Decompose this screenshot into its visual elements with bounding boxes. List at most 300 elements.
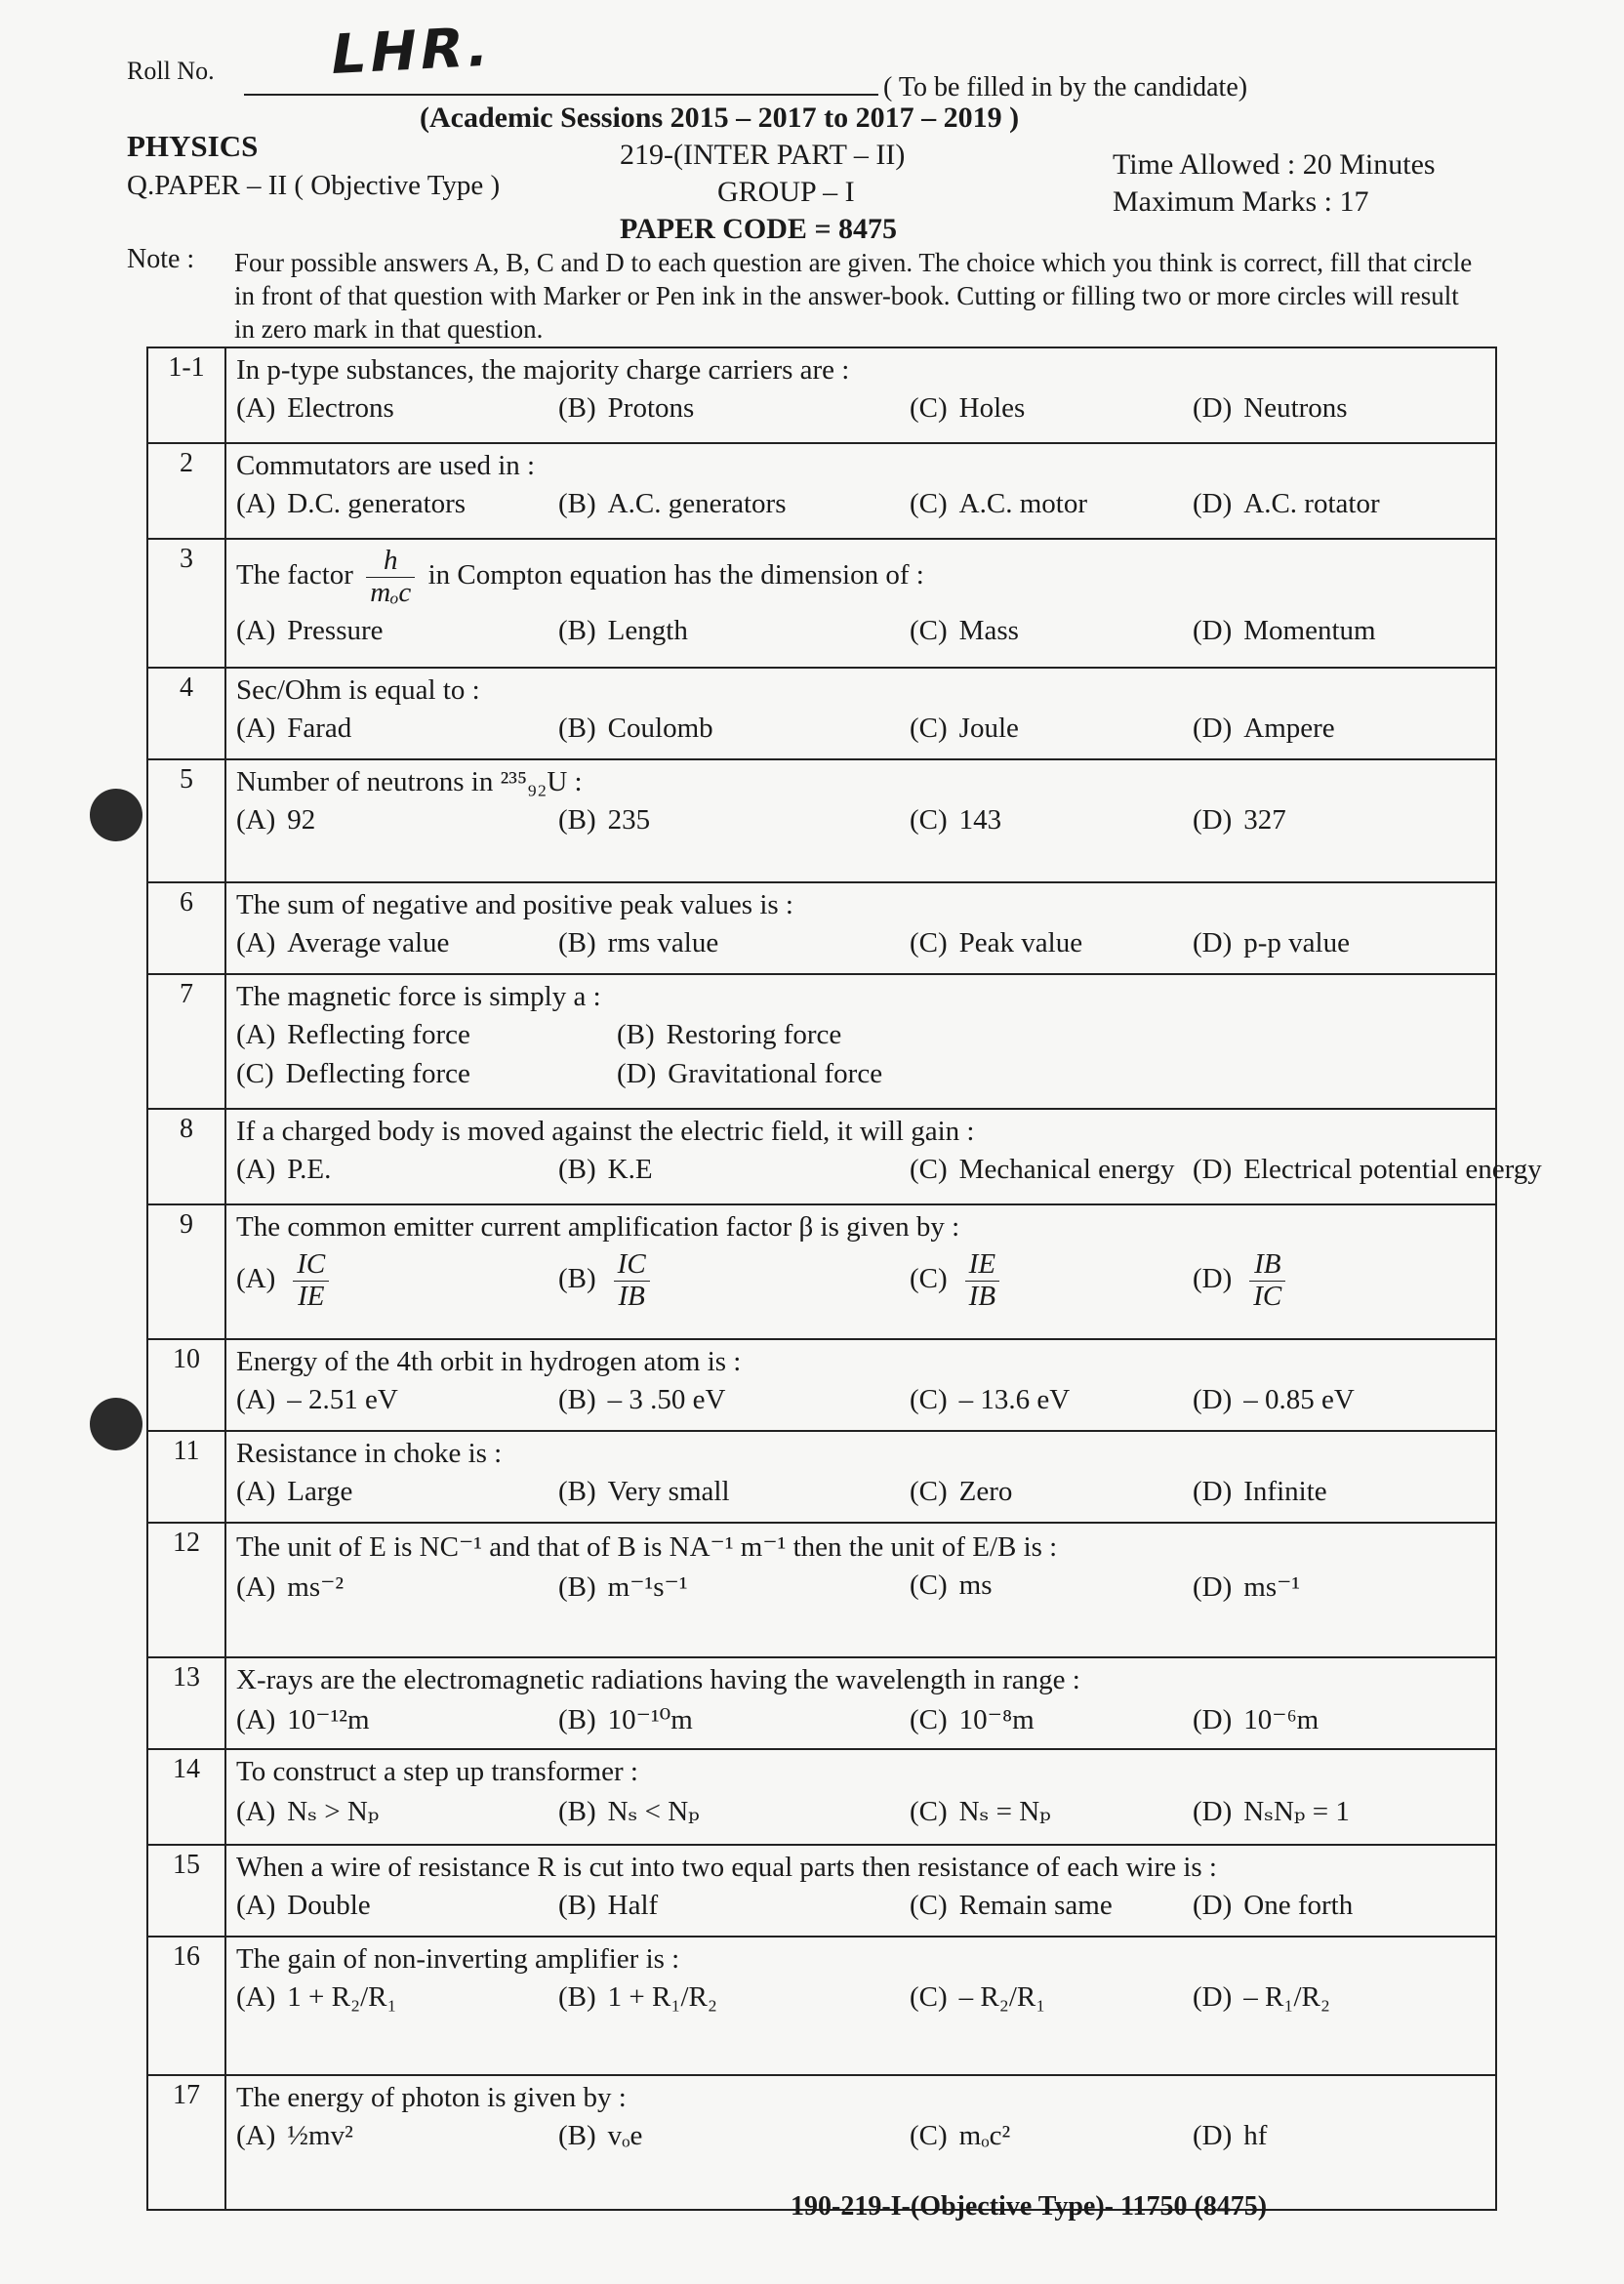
option-a[interactable]	[236, 1384, 398, 1416]
option-text: mₒc²	[958, 2120, 1011, 2151]
option-a[interactable]	[236, 713, 351, 745]
option-text: 10⁻⁶m	[1243, 1704, 1320, 1735]
option-key: (A)	[236, 1263, 276, 1295]
frac-denominator: IB	[618, 1280, 645, 1312]
option-key: (D)	[1193, 713, 1233, 744]
option-text: – 0.85 eV	[1243, 1384, 1355, 1415]
option-text: Coulomb	[607, 713, 713, 744]
option-b[interactable]	[558, 1890, 658, 1922]
option-d[interactable]	[1193, 804, 1286, 836]
option-d[interactable]	[1193, 1702, 1319, 1736]
question-row	[148, 1205, 1495, 1340]
options-row	[236, 1378, 1495, 1421]
option-c[interactable]	[910, 615, 1019, 647]
option-key: (A)	[236, 614, 276, 646]
question-text: Sec/Ohm is equal to :	[236, 674, 480, 706]
option-text: Nₛ > Nₚ	[287, 1796, 380, 1827]
question-row	[148, 669, 1495, 760]
option-key: (D)	[1193, 1704, 1233, 1735]
option-d[interactable]	[1193, 927, 1350, 959]
option-text: A.C. motor	[958, 488, 1087, 519]
options-row	[236, 2114, 1495, 2157]
option-d[interactable]	[1193, 1476, 1327, 1508]
options-row	[236, 1013, 1495, 1097]
option-b[interactable]	[558, 804, 650, 836]
option-text: – R₂/R₁	[958, 1981, 1046, 2013]
question-row	[148, 975, 1495, 1110]
option-b[interactable]	[558, 927, 718, 959]
option-text: Nₛ < Nₚ	[607, 1796, 700, 1827]
option-text: Restoring force	[666, 1019, 842, 1050]
option-key: (B)	[558, 488, 596, 519]
question-number: 14	[148, 1750, 226, 1844]
option-d[interactable]	[617, 1058, 882, 1090]
option-key: (A)	[236, 392, 276, 424]
question-text: When a wire of resistance R is cut into two equal parts then resistance of each wire is :	[236, 1852, 1217, 1883]
option-d[interactable]	[1193, 488, 1380, 520]
option-d[interactable]	[1193, 392, 1348, 425]
option-d[interactable]	[1193, 1384, 1355, 1416]
question-number: 8	[148, 1110, 226, 1203]
option-text: rms value	[607, 927, 719, 958]
option-text: ms⁻¹	[1243, 1571, 1301, 1603]
frac-numerator: h	[366, 546, 415, 578]
option-fraction	[965, 1249, 999, 1313]
question-text: To construct a step up transformer :	[236, 1756, 638, 1787]
option-text: ms⁻²	[287, 1571, 345, 1603]
question-body	[236, 1205, 1495, 1312]
options-row	[236, 1148, 1542, 1191]
option-a[interactable]	[236, 392, 394, 425]
option-key: (A)	[236, 1981, 276, 2013]
option-key: (D)	[1193, 1384, 1233, 1415]
punch-hole	[90, 789, 142, 841]
time-allowed: Time Allowed : 20 Minutes	[1113, 148, 1436, 181]
question-body	[236, 883, 1495, 964]
option-key: (B)	[558, 1704, 596, 1735]
option-c[interactable]	[910, 1249, 1005, 1313]
question-body	[236, 1340, 1495, 1421]
question-body	[236, 2076, 1495, 2157]
option-key: (B)	[558, 1796, 596, 1827]
question-body	[236, 1658, 1495, 1739]
option-key: (B)	[558, 392, 596, 424]
option-text: Joule	[958, 713, 1019, 744]
options-row	[236, 921, 1495, 964]
option-key: (A)	[236, 1384, 276, 1415]
option-b[interactable]	[558, 1794, 700, 1828]
option-key: (A)	[236, 1796, 276, 1827]
option-a[interactable]	[236, 1794, 379, 1828]
option-b[interactable]	[558, 1570, 688, 1604]
question-body	[236, 1524, 1495, 1607]
option-text: Protons	[607, 392, 695, 424]
option-text: Double	[287, 1890, 371, 1921]
option-a[interactable]	[236, 1981, 397, 2014]
option-a[interactable]	[236, 488, 466, 520]
option-key: (C)	[910, 1890, 948, 1921]
option-key: (A)	[236, 1704, 276, 1735]
options-row	[236, 1244, 1495, 1312]
options-row	[236, 1470, 1495, 1513]
frac-numerator: IC	[614, 1249, 650, 1282]
question-body	[236, 1110, 1542, 1191]
option-key: (B)	[558, 2120, 596, 2151]
option-b[interactable]	[558, 713, 713, 745]
question-text: Commutators are used in :	[236, 450, 536, 481]
option-b[interactable]	[558, 615, 688, 647]
question-text-pre: The factor	[236, 559, 361, 591]
option-text: 92	[287, 804, 316, 836]
options-row	[236, 798, 1495, 841]
option-fraction	[1249, 1249, 1285, 1313]
option-key: (C)	[910, 1384, 948, 1415]
option-text: Farad	[287, 713, 352, 744]
option-text: Gravitational force	[668, 1058, 883, 1089]
question-text: In p-type substances, the majority charge carriers are :	[236, 354, 850, 386]
option-a[interactable]	[236, 1019, 470, 1051]
question-text-post: in Compton equation has the dimension of :	[421, 559, 924, 591]
option-key: (D)	[1193, 2120, 1233, 2151]
question-number: 2	[148, 444, 226, 538]
option-key: (C)	[910, 927, 948, 958]
question-row	[148, 1937, 1495, 2076]
option-c[interactable]	[910, 1890, 1113, 1922]
option-key: (C)	[236, 1058, 274, 1089]
option-d[interactable]	[1193, 1154, 1542, 1186]
option-key: (B)	[558, 1890, 596, 1921]
option-text: Holes	[958, 392, 1026, 424]
handwritten-code: LHR.	[326, 15, 498, 88]
option-b[interactable]	[558, 1702, 693, 1736]
option-key: (A)	[236, 1890, 276, 1921]
option-text: Remain same	[958, 1890, 1113, 1921]
option-text: Large	[287, 1476, 353, 1507]
question-row	[148, 1432, 1495, 1524]
option-b[interactable]	[558, 488, 786, 520]
option-text: – 13.6 eV	[958, 1384, 1071, 1415]
options-row	[236, 707, 1495, 750]
option-b[interactable]	[558, 1249, 656, 1313]
option-a[interactable]	[236, 1890, 371, 1922]
option-key: (C)	[910, 1981, 948, 2013]
option-d[interactable]	[1193, 1890, 1353, 1922]
question-row	[148, 1658, 1495, 1750]
option-key: (A)	[236, 713, 276, 744]
option-key: (B)	[558, 804, 596, 836]
option-text: 10⁻⁸m	[958, 1704, 1035, 1735]
frac-denominator: IE	[298, 1280, 325, 1312]
option-key: (B)	[558, 927, 596, 958]
option-key: (C)	[910, 1796, 948, 1827]
frac-numerator: IC	[293, 1249, 329, 1282]
option-d[interactable]	[1193, 1570, 1300, 1604]
option-c[interactable]	[910, 1570, 993, 1602]
option-fraction	[614, 1249, 650, 1313]
option-text: NₛNₚ = 1	[1243, 1796, 1350, 1827]
questions-table	[146, 347, 1542, 2211]
option-text: Ampere	[1243, 713, 1335, 744]
option-c[interactable]	[910, 804, 1001, 836]
option-key: (A)	[236, 1571, 276, 1603]
option-c[interactable]	[236, 1058, 470, 1090]
option-c[interactable]	[910, 713, 1019, 745]
option-text: A.C. generators	[607, 488, 787, 519]
option-c[interactable]	[910, 392, 1025, 425]
option-key: (C)	[910, 392, 948, 424]
option-text: – R₁/R₂	[1243, 1981, 1330, 2013]
question-body	[236, 1937, 1495, 2019]
option-text: 1 + R₂/R₁	[287, 1981, 397, 2013]
option-key: (B)	[558, 1263, 596, 1295]
question-row	[148, 883, 1495, 975]
option-key: (C)	[910, 1570, 948, 1601]
question-text: Energy of the 4th orbit in hydrogen atom is :	[236, 1346, 742, 1377]
option-text: Length	[607, 614, 688, 646]
option-text: Very small	[607, 1476, 730, 1507]
option-a[interactable]	[236, 2120, 353, 2152]
paper-code: PAPER CODE = 8475	[620, 213, 898, 245]
option-text: 10⁻¹⁰m	[607, 1704, 693, 1735]
option-a[interactable]	[236, 1702, 370, 1736]
note-text: Four possible answers A, B, C and D to each question are given. The choice which you think is correct, fill that circle in front of that question with Marker or Pen ink in the answer-book. Cutting or filling two or more circles will result in zero mark in that question.	[234, 248, 1473, 344]
option-text: P.E.	[287, 1154, 332, 1185]
option-fraction	[293, 1249, 329, 1313]
question-body	[236, 540, 1495, 652]
option-key: (C)	[910, 804, 948, 836]
question-text: The energy of photon is given by :	[236, 2082, 627, 2113]
compton-fraction	[366, 546, 415, 609]
option-text: 235	[607, 804, 651, 836]
option-text: 1 + R₁/R₂	[607, 1981, 717, 2013]
question-row	[148, 760, 1495, 883]
option-key: (C)	[910, 2120, 948, 2151]
option-d[interactable]	[1193, 713, 1335, 745]
option-d[interactable]	[1193, 1794, 1350, 1828]
option-text: hf	[1243, 2120, 1268, 2151]
option-key: (B)	[558, 1476, 596, 1507]
option-text: 10⁻¹²m	[287, 1704, 370, 1735]
question-body	[236, 444, 1495, 525]
question-body	[236, 975, 1495, 1097]
option-key: (C)	[910, 614, 948, 646]
option-text: Momentum	[1243, 614, 1376, 646]
question-row	[148, 1524, 1495, 1658]
fill-note: ( To be filled in by the candidate)	[883, 72, 1248, 102]
option-text: – 3 .50 eV	[607, 1384, 726, 1415]
question-number: 13	[148, 1658, 226, 1748]
option-text: ½mv²	[287, 2120, 353, 2151]
option-text: Infinite	[1243, 1476, 1327, 1507]
option-b[interactable]	[558, 1384, 726, 1416]
option-key: (B)	[558, 1384, 596, 1415]
roll-line	[244, 94, 878, 96]
option-text: 143	[958, 804, 1002, 836]
option-text: Half	[607, 1890, 659, 1921]
question-body	[236, 348, 1495, 429]
question-number: 6	[148, 883, 226, 973]
options-row	[236, 387, 1495, 429]
option-c[interactable]	[910, 1384, 1070, 1416]
option-a[interactable]	[236, 1154, 331, 1186]
option-key: (A)	[236, 927, 276, 958]
option-text: p-p value	[1243, 927, 1350, 958]
option-b[interactable]	[558, 1981, 717, 2014]
options-row	[236, 609, 1495, 652]
option-a[interactable]	[236, 927, 449, 959]
question-row	[148, 1110, 1542, 1205]
question-number: 10	[148, 1340, 226, 1430]
option-key: (C)	[910, 1476, 948, 1507]
question-number: 3	[148, 540, 226, 667]
question-text: The sum of negative and positive peak values is :	[236, 889, 793, 920]
option-text: A.C. rotator	[1243, 488, 1380, 519]
option-key: (C)	[910, 1154, 948, 1185]
question-text: The common emitter current amplification factor β is given by :	[236, 1211, 960, 1243]
option-b[interactable]	[617, 1019, 841, 1051]
question-row	[148, 444, 1495, 540]
question-row	[148, 540, 1495, 669]
option-key: (A)	[236, 2120, 276, 2151]
option-key: (D)	[1193, 1476, 1233, 1507]
question-text: The gain of non-inverting amplifier is :	[236, 1943, 680, 1975]
option-key: (A)	[236, 1476, 276, 1507]
option-text: Pressure	[287, 614, 384, 646]
question-number: 1-1	[148, 348, 226, 442]
question-number: 16	[148, 1937, 226, 2074]
option-text: Peak value	[958, 927, 1083, 958]
option-key: (D)	[1193, 1796, 1233, 1827]
option-b[interactable]	[558, 392, 694, 425]
footer-code: 190-219-I-(Objective Type)- 11750 (8475)	[791, 2191, 1268, 2222]
frac-denominator: IB	[968, 1280, 996, 1312]
options-row	[236, 1976, 1495, 2019]
option-a[interactable]	[236, 1570, 344, 1604]
note-label: Note :	[127, 244, 195, 274]
options-row	[236, 1788, 1495, 1831]
option-text: ms	[958, 1570, 993, 1601]
option-c[interactable]	[910, 2120, 1010, 2152]
question-number: 4	[148, 669, 226, 758]
option-a[interactable]	[236, 615, 384, 647]
option-text: Reflecting force	[287, 1019, 470, 1050]
option-key: (D)	[617, 1058, 657, 1089]
option-text: K.E	[607, 1154, 653, 1185]
option-b[interactable]	[558, 2120, 642, 2152]
question-row	[148, 1846, 1495, 1937]
options-row	[236, 482, 1495, 525]
option-key: (B)	[617, 1019, 655, 1050]
paper-type: Q.PAPER – II ( Objective Type )	[127, 170, 501, 201]
option-key: (D)	[1193, 1890, 1233, 1921]
frac-numerator: IE	[965, 1249, 999, 1282]
option-key: (D)	[1193, 1154, 1233, 1185]
option-c[interactable]	[910, 1154, 1175, 1186]
punch-hole	[90, 1398, 142, 1450]
option-d[interactable]	[1193, 1249, 1291, 1313]
option-key: (B)	[558, 1571, 596, 1603]
course-code: 219-(INTER PART – II)	[620, 139, 906, 171]
question-body	[236, 1750, 1495, 1831]
option-text: Neutrons	[1243, 392, 1348, 424]
group-label: GROUP – I	[717, 176, 855, 208]
option-key: (B)	[558, 713, 596, 744]
question-text: Resistance in choke is :	[236, 1438, 503, 1469]
option-c[interactable]	[910, 1476, 1012, 1508]
frac-denominator: IC	[1253, 1280, 1282, 1312]
option-text: One forth	[1243, 1890, 1354, 1921]
option-key: (A)	[236, 1154, 276, 1185]
max-marks: Maximum Marks : 17	[1113, 185, 1369, 218]
options-row	[236, 1564, 1495, 1607]
option-key: (D)	[1193, 614, 1233, 646]
option-text: Average value	[287, 927, 450, 958]
question-body	[236, 760, 1495, 841]
option-key: (D)	[1193, 1571, 1233, 1603]
option-key: (B)	[558, 1154, 596, 1185]
option-text: 327	[1243, 804, 1286, 836]
option-a[interactable]	[236, 1476, 352, 1508]
option-key: (C)	[910, 1704, 948, 1735]
option-key: (C)	[910, 1263, 948, 1295]
option-d[interactable]	[1193, 2120, 1267, 2152]
sessions: (Academic Sessions 2015 – 2017 to 2017 – 2019 )	[420, 102, 1020, 134]
option-b[interactable]	[558, 1154, 653, 1186]
option-key: (A)	[236, 488, 276, 519]
question-text: X-rays are the electromagnetic radiations having the wavelength in range :	[236, 1664, 1080, 1695]
option-a[interactable]	[236, 804, 315, 836]
option-key: (D)	[1193, 1263, 1233, 1295]
question-number: 7	[148, 975, 226, 1108]
option-key: (B)	[558, 614, 596, 646]
option-key: (A)	[236, 1019, 276, 1050]
option-text: Electrons	[287, 392, 394, 424]
option-b[interactable]	[558, 1476, 730, 1508]
option-text: Nₛ = Nₚ	[958, 1796, 1051, 1827]
option-key: (D)	[1193, 927, 1233, 958]
question-text	[236, 540, 1495, 609]
option-key: (C)	[910, 713, 948, 744]
option-text: Mass	[958, 614, 1019, 646]
option-text: D.C. generators	[287, 488, 467, 519]
options-row	[236, 1884, 1495, 1927]
option-text: m⁻¹s⁻¹	[607, 1571, 688, 1603]
option-text: Mechanical energy	[958, 1154, 1175, 1185]
option-text: – 2.51 eV	[287, 1384, 398, 1415]
question-text: The magnetic force is simply a :	[236, 981, 601, 1012]
option-key: (C)	[910, 488, 948, 519]
option-c[interactable]	[910, 927, 1082, 959]
roll-label: Roll No.	[127, 57, 215, 85]
option-a[interactable]	[236, 1249, 335, 1313]
option-c[interactable]	[910, 488, 1087, 520]
option-key: (D)	[1193, 804, 1233, 836]
option-text: Zero	[958, 1476, 1013, 1507]
question-text: Number of neutrons in ²³⁵₉₂U :	[236, 766, 583, 797]
question-number: 17	[148, 2076, 226, 2209]
option-key: (D)	[1193, 488, 1233, 519]
option-key: (D)	[1193, 392, 1233, 424]
option-c[interactable]	[910, 1794, 1051, 1828]
option-c[interactable]	[910, 1981, 1045, 2014]
option-d[interactable]	[1193, 615, 1376, 647]
option-key: (A)	[236, 804, 276, 836]
option-d[interactable]	[1193, 1981, 1330, 2014]
question-number: 11	[148, 1432, 226, 1522]
option-c[interactable]	[910, 1702, 1035, 1736]
option-text: Electrical potential energy	[1243, 1154, 1542, 1185]
question-row	[148, 348, 1495, 444]
